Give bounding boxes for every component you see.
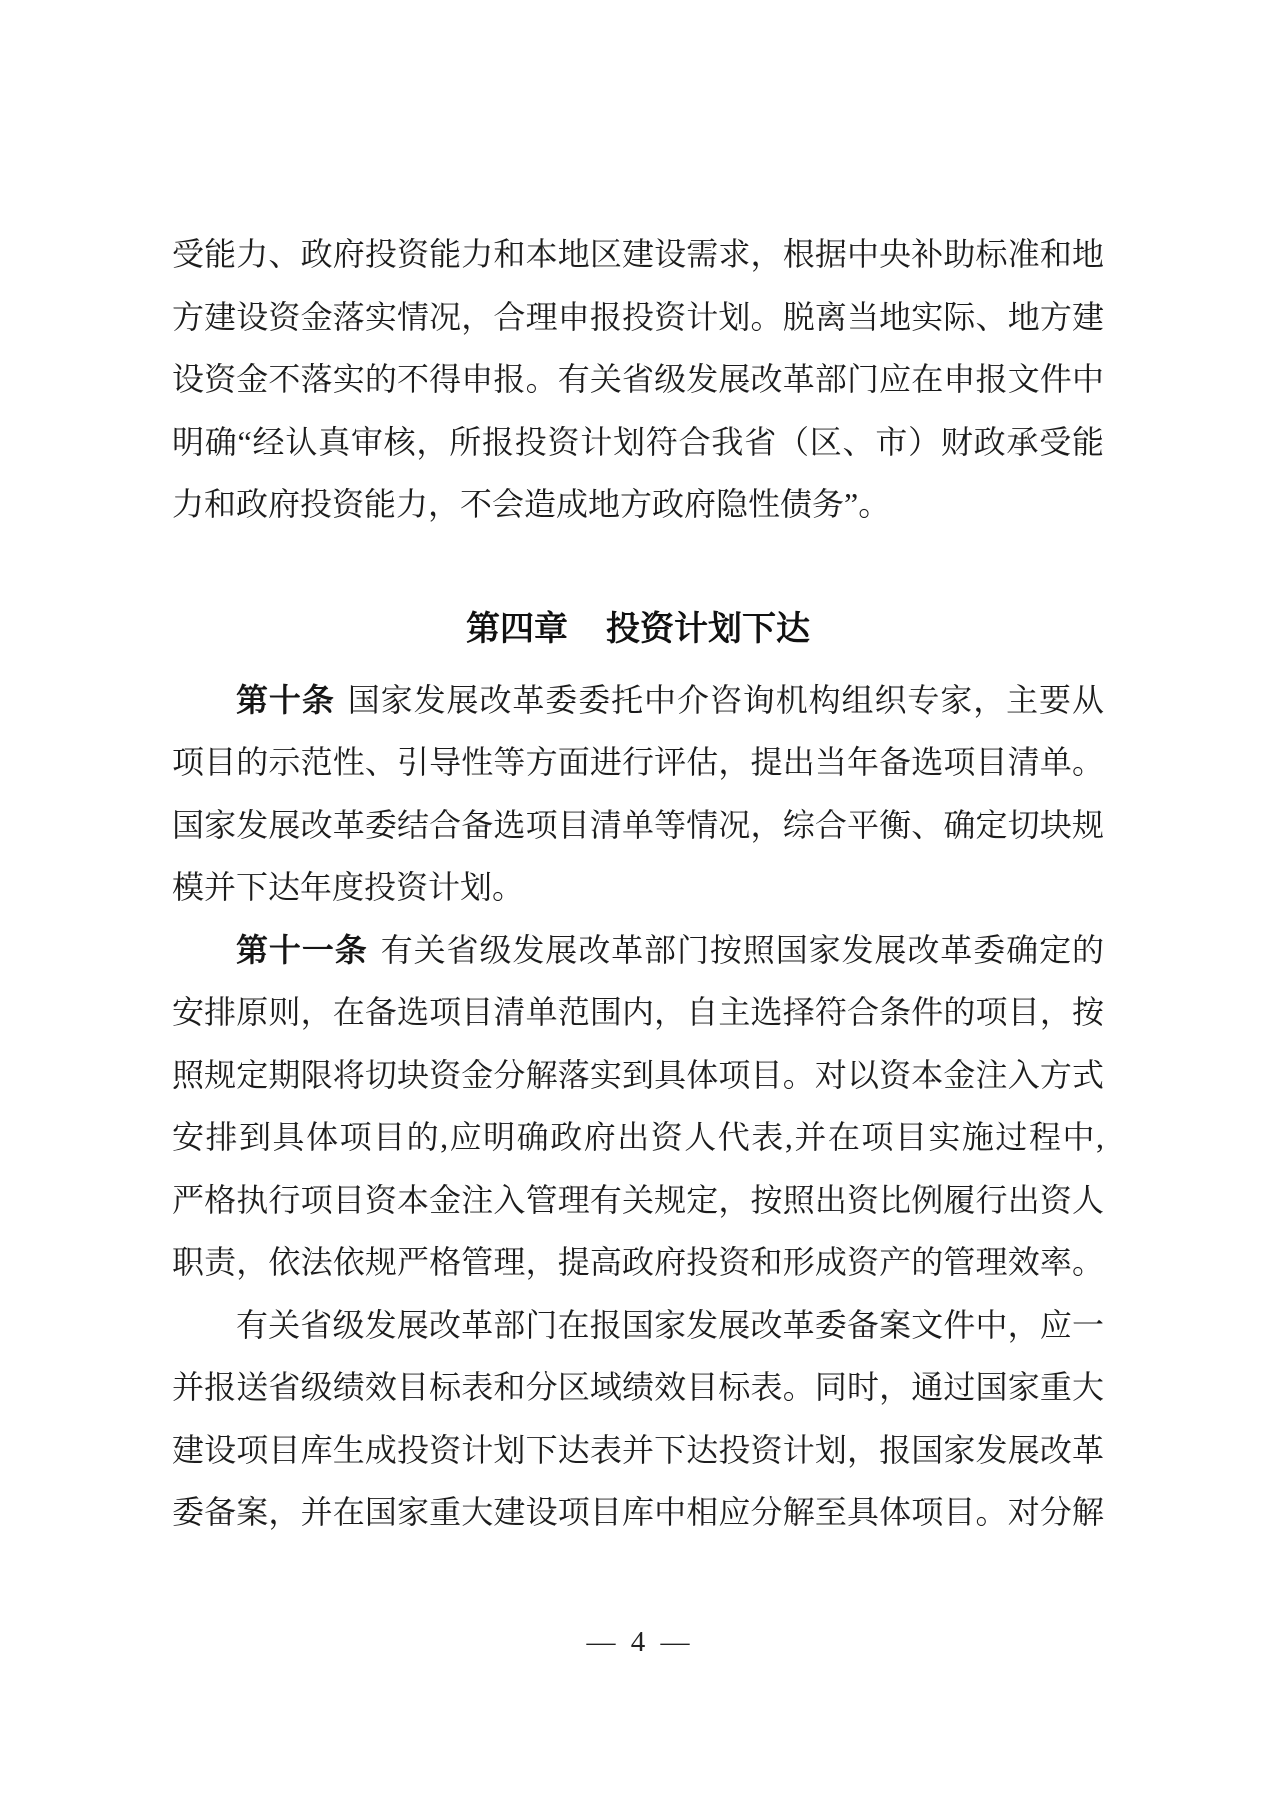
line-text: 项目的示范性、引导性等方面进行评估，提出当年备选项目清单。 [172,744,1104,780]
body-text [172,223,1104,1544]
text-line [172,1044,1104,1107]
line-text: 受能力、政府投资能力和本地区建设需求，根据中央补助标准和地 [172,236,1104,272]
text-line [172,223,1104,286]
chapter-number: 第四章 [466,610,568,648]
text-line [172,794,1104,857]
text-line [172,919,1104,982]
line-text: 委备案，并在国家重大建设项目库中相应分解至具体项目。对分解 [172,1494,1104,1530]
text-line [172,669,1104,732]
paragraph-filing [172,1294,1104,1544]
line-text: 安排到具体项目的,应明确政府出资人代表,并在项目实施过程中, [172,1119,1104,1155]
page-number: — 4 — [586,1626,694,1658]
line-text: 方建设资金落实情况，合理申报投资计划。脱离当地实际、地方建 [172,298,1104,335]
line-text: 建设项目库生成投资计划下达表并下达投资计划，报国家发展改革 [172,1431,1104,1468]
paragraph-continuation [172,223,1104,536]
text-line [172,1356,1104,1419]
text-line [172,731,1104,794]
line-text: 严格执行项目资本金注入管理有关规定，按照出资比例履行出资人 [172,1181,1104,1218]
chapter-title: 投资计划下达 [606,610,810,648]
line-text: 明确“经认真审核，所报投资计划符合我省（区、市）财政承受能 [172,423,1104,460]
text-line [172,1294,1104,1357]
line-text: 照规定期限将切块资金分解落实到具体项目。对以资本金注入方式 [172,1056,1104,1093]
text-line [172,348,1104,411]
text-line [172,411,1104,474]
paragraph-article-10 [172,669,1104,919]
chapter-heading [172,598,1104,661]
line-text: 职责，依法依规严格管理，提高政府投资和形成资产的管理效率。 [172,1244,1104,1280]
text-line [172,1419,1104,1482]
line-text: 国家发展改革委委托中介咨询机构组织专家，主要从 [347,681,1104,718]
text-line [172,1169,1104,1232]
text-line [172,1481,1104,1544]
text-line [172,286,1104,349]
line-text: 有关省级发展改革部门在报国家发展改革委备案文件中，应一 [236,1306,1104,1343]
text-line [172,1231,1104,1294]
paragraph-article-11 [172,919,1104,1294]
text-line [172,473,1104,536]
line-text: 模并下达年度投资计划。 [172,869,525,905]
line-text: 安排原则，在备选项目清单范围内，自主选择符合条件的项目，按 [172,994,1104,1030]
article-number: 第十条 [236,681,335,718]
line-text: 有关省级发展改革部门按照国家发展改革委确定的 [380,931,1104,968]
line-text: 力和政府投资能力，不会造成地方政府隐性债务”。 [172,486,891,522]
text-line [172,856,1104,919]
line-text: 设资金不落实的不得申报。有关省级发展改革部门应在申报文件中 [172,361,1104,397]
line-text: 并报送省级绩效目标表和分区域绩效目标表。同时，通过国家重大 [172,1369,1104,1405]
article-number: 第十一条 [236,931,368,968]
text-line [172,981,1104,1044]
line-text: 国家发展改革委结合备选项目清单等情况，综合平衡、确定切块规 [172,806,1104,843]
text-line [172,1106,1104,1169]
